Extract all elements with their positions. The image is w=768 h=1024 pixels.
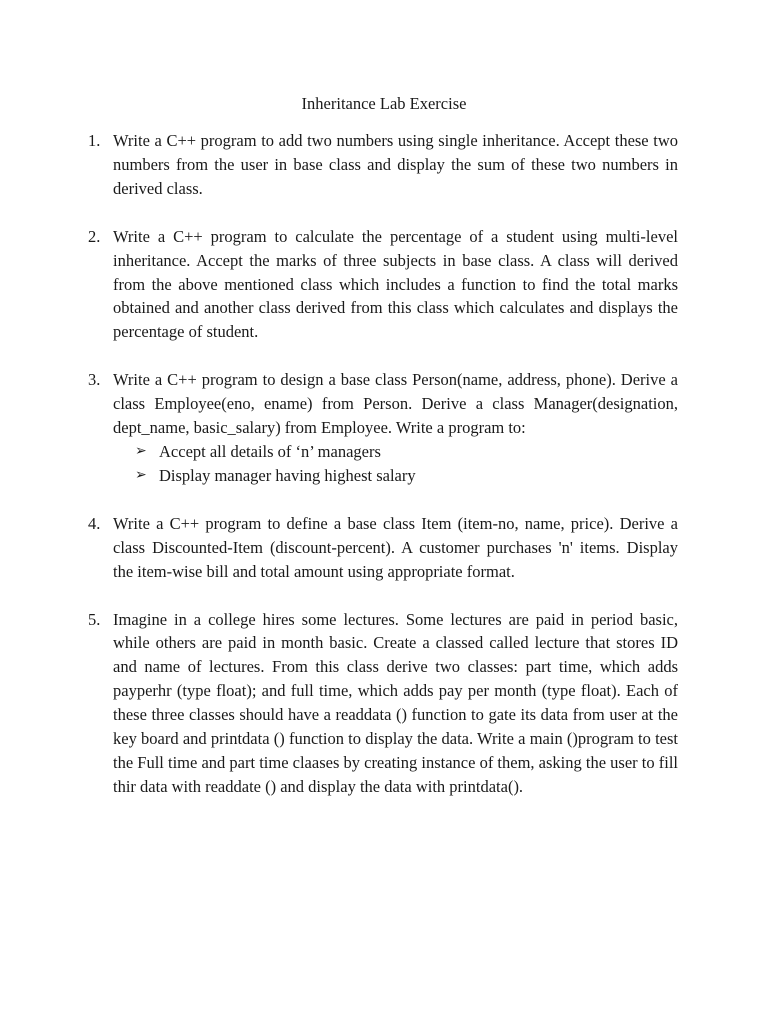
exercise-number: 2. xyxy=(88,226,101,246)
exercise-item-1 xyxy=(88,129,678,201)
exercise-item-5 xyxy=(88,608,678,799)
exercise-text: Write a C++ program to define a base class Item (item-no, name, price). Derive a class Discounted-Item (discount-percent). A customer purchases 'n' items. Display the item-wise bill and total amount using appropriate format. xyxy=(113,513,678,581)
exercise-number: 1. xyxy=(88,131,101,150)
exercise-list xyxy=(88,129,678,823)
exercise-text: Write a C++ program to add two numbers using single inheritance. Accept these two numbers from the user in base class and display the sum of these two numbers in derived class. xyxy=(113,131,678,198)
bullet-item xyxy=(135,440,678,464)
exercise-number: 4. xyxy=(88,513,101,533)
bullet-item xyxy=(135,464,678,488)
arrowhead-bullet-icon: ➢ xyxy=(135,466,147,483)
exercise-bullet-list xyxy=(113,440,678,488)
exercise-number: 5. xyxy=(88,609,101,629)
bullet-text: Display manager having highest salary xyxy=(159,465,416,485)
bullet-text: Accept all details of ‘n’ managers xyxy=(159,441,381,461)
exercise-item-3 xyxy=(88,368,678,488)
exercise-text: Write a C++ program to design a base class Person(name, address, phone). Derive a class Employee(eno, ename) from Person. Derive a class Manager(designation, dept_name, basic_salary) from Employee. Write a program to: xyxy=(113,370,678,438)
exercise-text: Imagine in a college hires some lectures. Some lectures are paid in period basic, while others are paid in month basic. Create a classed called lecture that stores ID and name of lectures. From this class derive two classes: part time, which adds payperhr (type float); and full time, which adds pay per month (type float). Each of these three classes should have a readdata () function to gate its data from user at the key board and printdata () function to display the data. Write a main ()program to test the Full time and part time claases by creating instance of them, asking the user to fill thir data with readdate () and display the data with printdata(). xyxy=(113,609,678,796)
exercise-text: Write a C++ program to calculate the percentage of a student using multi-level inheritance. Accept the marks of three subjects in base class. A class will derived from the above mentioned class which includes a function to find the total marks obtained and another class derived from this class which calculates and displays the percentage of student. xyxy=(113,226,678,342)
exercise-item-4 xyxy=(88,512,678,584)
exercise-item-2 xyxy=(88,225,678,345)
arrowhead-bullet-icon: ➢ xyxy=(135,442,147,459)
exercise-number: 3. xyxy=(88,370,101,390)
document-title: Inheritance Lab Exercise xyxy=(301,94,467,113)
